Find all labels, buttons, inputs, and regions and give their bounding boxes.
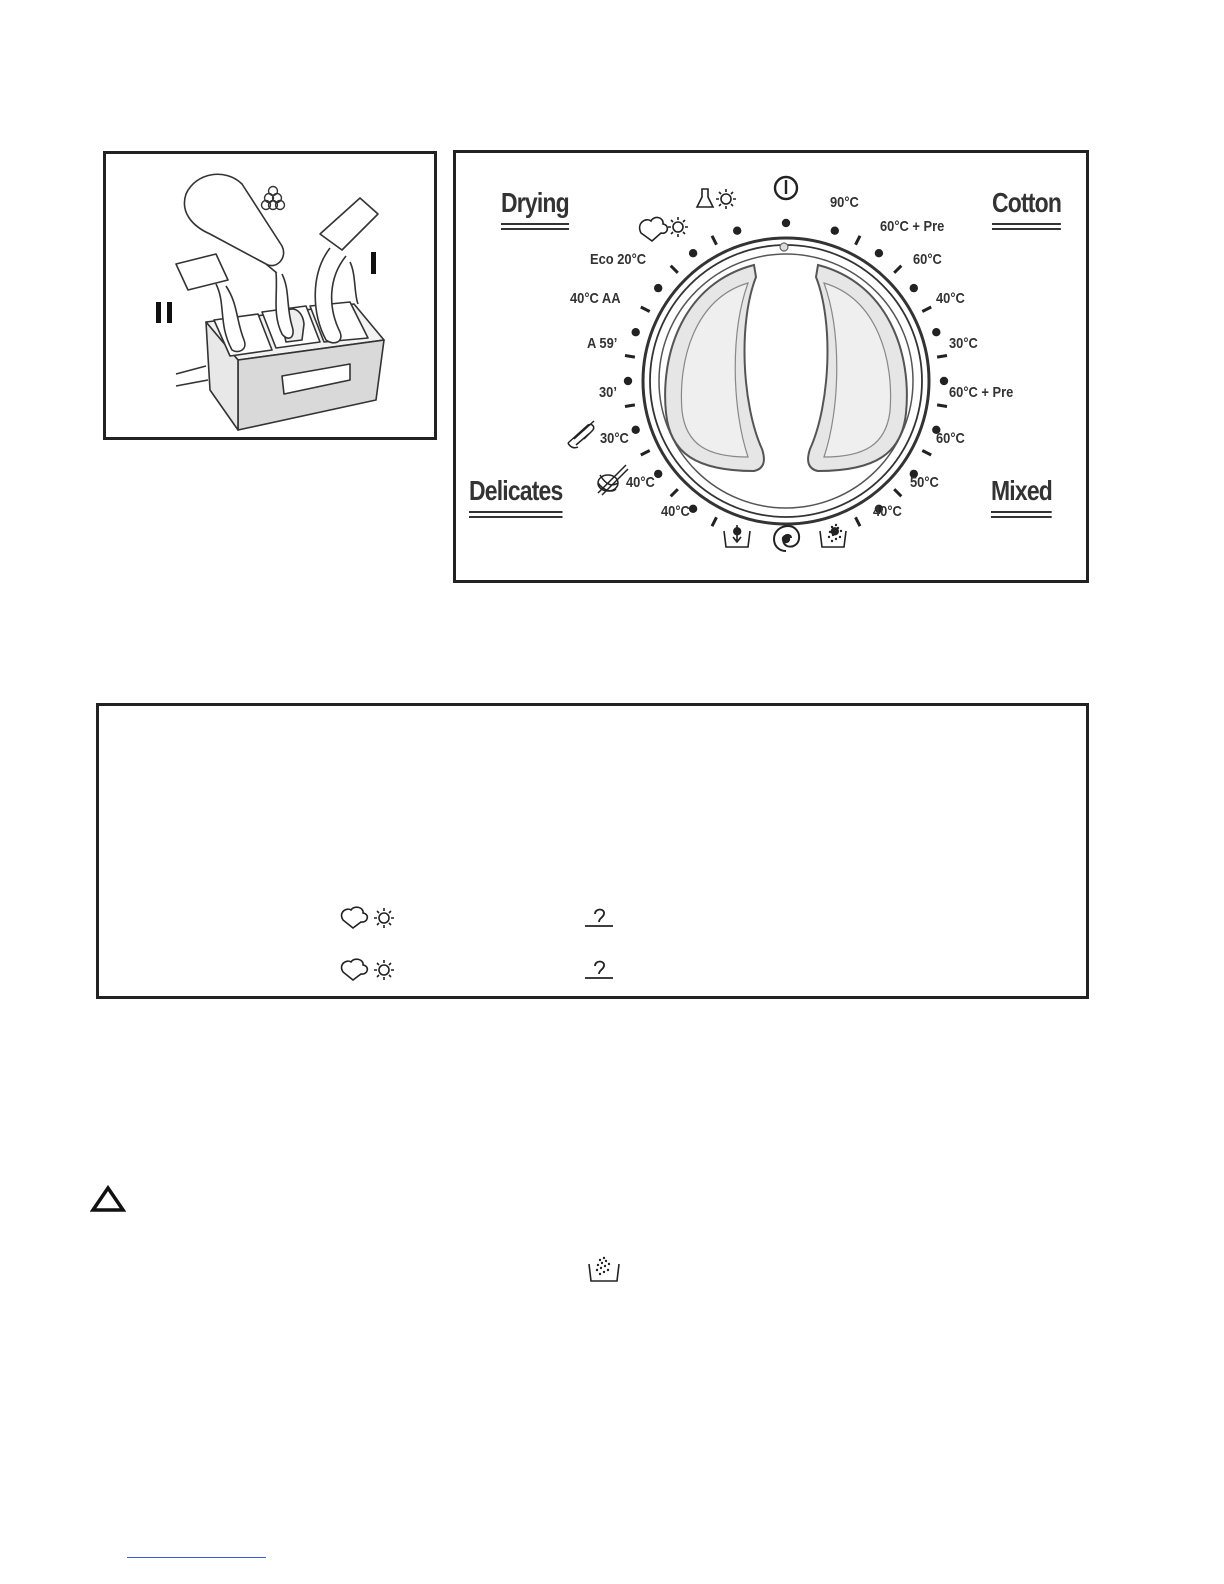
- power-icon: [775, 177, 797, 199]
- dial-position-dash: [856, 517, 861, 526]
- synthetic-dry-icon: [697, 189, 736, 209]
- dial-position-dot: [654, 284, 662, 292]
- program-quick-a59: A 59’: [587, 335, 618, 352]
- dial-position-dash: [625, 356, 635, 358]
- dial-position-dash: [671, 266, 678, 273]
- dial-position-dash: [712, 236, 717, 245]
- program-hand-30: 30°C: [600, 430, 629, 447]
- dial-position-dot: [632, 426, 640, 434]
- compartment-ii-bar-1: [156, 302, 161, 323]
- program-delicates-40: 40°C: [661, 503, 690, 520]
- dial-position-dash: [712, 517, 717, 526]
- dial-position-dash: [641, 307, 650, 312]
- category-cotton: Cotton: [992, 187, 1061, 219]
- category-mixed: Mixed: [991, 475, 1052, 507]
- program-cotton-60: 60°C: [913, 251, 942, 268]
- dial-position-dot: [733, 227, 741, 235]
- program-mixed-60: 60°C: [936, 430, 965, 447]
- category-drying: Drying: [501, 187, 569, 219]
- cotton-dry-icon: [337, 958, 401, 982]
- program-cotton-40: 40°C: [936, 290, 965, 307]
- program-dial-figure: [453, 150, 1089, 583]
- hanger-icon: [583, 958, 617, 980]
- dial-position-dot: [875, 249, 883, 257]
- program-quick-30: 30’: [599, 384, 617, 401]
- dial-position-dot: [689, 249, 697, 257]
- dial-position-dash: [922, 307, 931, 312]
- dial-position-dot: [910, 284, 918, 292]
- program-mixed-40: 40°C: [873, 503, 902, 520]
- cotton-dry-icon: [337, 906, 401, 930]
- dial-position-dash: [671, 489, 678, 496]
- footer-link-underline[interactable]: [127, 1557, 266, 1558]
- program-cotton-60-pre: 60°C + Pre: [880, 218, 945, 235]
- detergent-drawer-illustration: [106, 154, 440, 443]
- program-eco-20: Eco 20°C: [590, 251, 647, 268]
- dial-position-dot: [632, 328, 640, 336]
- detergent-drawer-figure: [103, 151, 437, 440]
- compartment-ii-bar-2: [167, 302, 172, 323]
- rinse-icon: [820, 524, 846, 547]
- program-mixed-60-pre: 60°C + Pre: [949, 384, 1014, 401]
- compartment-i-bar: [371, 252, 376, 274]
- dial-position-dash: [641, 451, 650, 456]
- program-wool-40: 40°C: [626, 474, 655, 491]
- program-aa-40: 40°C AA: [570, 290, 621, 307]
- drain-icon: [724, 525, 750, 547]
- wool-icon: [598, 465, 628, 495]
- dial-position-dash: [894, 266, 901, 273]
- category-delicates: Delicates: [469, 475, 562, 507]
- dial-position-dot: [654, 470, 662, 478]
- program-mixed-50: 50°C: [910, 474, 939, 491]
- dial-position-dash: [937, 405, 947, 407]
- dial-position-dot: [831, 227, 839, 235]
- dial-position-dash: [937, 356, 947, 358]
- dial-position-dot: [940, 377, 948, 385]
- dial-position-dot: [624, 377, 632, 385]
- dial-position-dot: [782, 219, 790, 227]
- info-table: [96, 703, 1089, 999]
- dial-position-dash: [922, 451, 931, 456]
- program-cotton-90: 90°C: [830, 194, 859, 211]
- dial-position-dash: [894, 489, 901, 496]
- hand-wash-icon: [568, 421, 594, 448]
- warning-triangle-icon: [90, 1185, 126, 1213]
- hanger-icon: [583, 906, 617, 928]
- dial-position-dash: [625, 405, 635, 407]
- dial-position-dash: [856, 236, 861, 245]
- rinse-icon: [586, 1254, 624, 1284]
- program-cotton-30: 30°C: [949, 335, 978, 352]
- dial-indicator: [780, 243, 788, 251]
- cotton-dry-icon: [640, 217, 688, 241]
- dial-position-dot: [932, 328, 940, 336]
